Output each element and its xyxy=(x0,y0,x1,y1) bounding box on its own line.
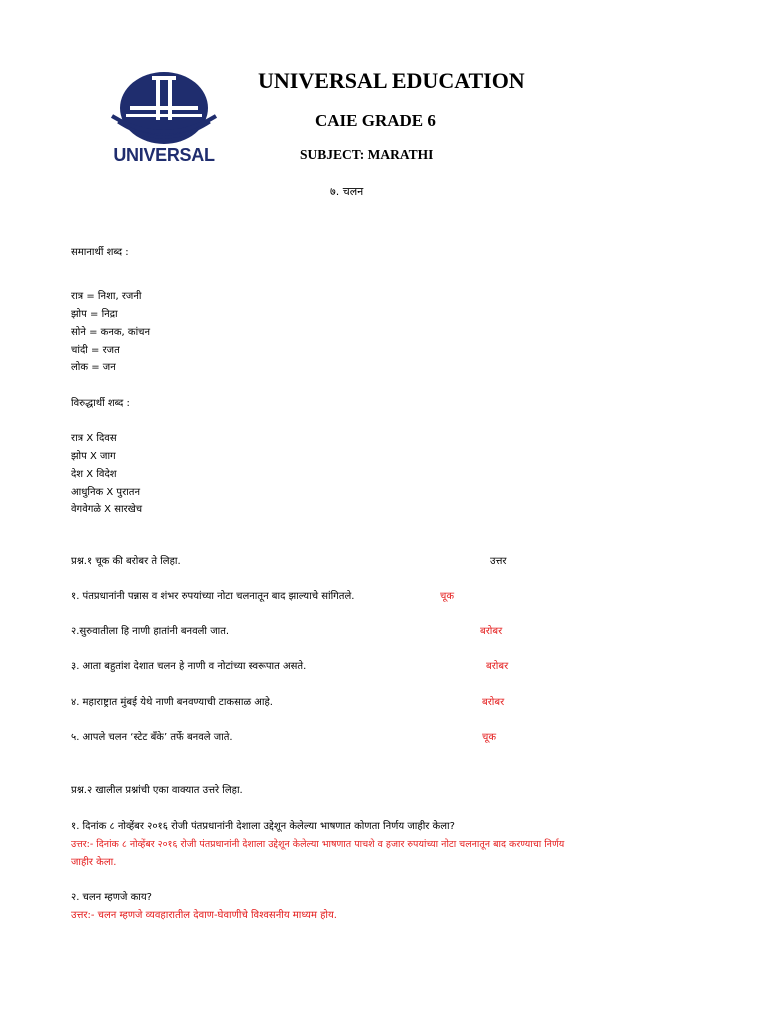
q2-question-2: २. चलन म्हणजे काय? xyxy=(71,892,152,903)
synonym-item: रात्र = निशा, रजनी xyxy=(71,291,142,302)
synonym-item: चांदी = रजत xyxy=(71,345,120,356)
universal-logo xyxy=(106,66,222,166)
q1-item-text: ३. आता बहुतांश देशात चलन हे नाणी व नोटांच्या स्वरूपात असते. xyxy=(71,661,307,672)
synonym-item: सोने = कनक, कांचन xyxy=(71,327,151,338)
chapter-title: ७. चलन xyxy=(330,185,364,198)
antonym-item: रात्र X दिवस xyxy=(71,433,117,444)
q1-item-text: ५. आपले चलन ‘स्टेट बँके’ तर्फे बनवले जाते. xyxy=(71,732,233,743)
q1-item-answer: चूक xyxy=(482,732,497,743)
antonyms-heading: विरुद्धार्थी शब्द : xyxy=(71,398,130,409)
q2-answer-1-line-1: उत्तर:- दिनांक ८ नोव्हेंबर २०१६ रोजी पंतप्रधानांनी देशाला उद्देशून केलेल्या भाषणात पाचशे व हजार रुपयांच्या नोटा चलनातून बाद करण्याचा निर्णय xyxy=(71,839,565,850)
q1-item-answer: बरोबर xyxy=(480,626,503,637)
q1-item-text: ४. महाराष्ट्रात मुंबई येथे नाणी बनवण्याची टाकसाळ आहे. xyxy=(71,697,273,708)
logo-text: UNIVERSAL xyxy=(113,145,215,165)
synonym-item: झोप = निद्रा xyxy=(71,309,118,320)
q1-item-answer: बरोबर xyxy=(482,697,505,708)
q2-answer-1-line-2: जाहीर केला. xyxy=(71,857,117,868)
q1-item-text: २.सुरुवातीला हि नाणी हातांनी बनवली जात. xyxy=(71,626,230,637)
answer-column-header: उत्तर xyxy=(490,556,507,567)
synonym-item: लोक = जन xyxy=(71,362,116,373)
logo-emblem-icon xyxy=(106,66,222,146)
grade-label: CAIE GRADE 6 xyxy=(315,111,436,130)
q1-item-answer: चूक xyxy=(440,591,455,602)
antonym-item: देश X विदेश xyxy=(71,469,117,480)
q2-question-1: १. दिनांक ८ नोव्हेंबर २०१६ रोजी पंतप्रधानांनी देशाला उद्देशून केलेल्या भाषणात कोणता निर्णय जाहीर केला? xyxy=(71,821,455,832)
q1-item-answer: बरोबर xyxy=(486,661,509,672)
antonym-item: वेगवेगळे X सारखेच xyxy=(71,504,143,515)
q2-answer-2: उत्तर:- चलन म्हणजे व्यवहारातील देवाण-घेवाणीचे विश्वसनीय माध्यम होय. xyxy=(71,910,337,921)
subject-label: SUBJECT: MARATHI xyxy=(300,147,434,162)
antonym-item: आधुनिक X पुरातन xyxy=(71,487,141,498)
antonym-item: झोप X जाग xyxy=(71,451,116,462)
page-title: UNIVERSAL EDUCATION xyxy=(258,68,525,93)
question-2-heading: प्रश्न.२ खालील प्रश्नांची एका वाक्यात उत्तरे लिहा. xyxy=(71,785,243,796)
synonyms-heading: समानार्थी शब्द : xyxy=(71,247,129,258)
question-1-heading: प्रश्न.१ चूक की बरोबर ते लिहा. xyxy=(71,556,181,567)
q1-item-text: १. पंतप्रधानांनी पन्नास व शंभर रुपयांच्या नोटा चलनातून बाद झाल्याचे सांगितले. xyxy=(71,591,355,602)
